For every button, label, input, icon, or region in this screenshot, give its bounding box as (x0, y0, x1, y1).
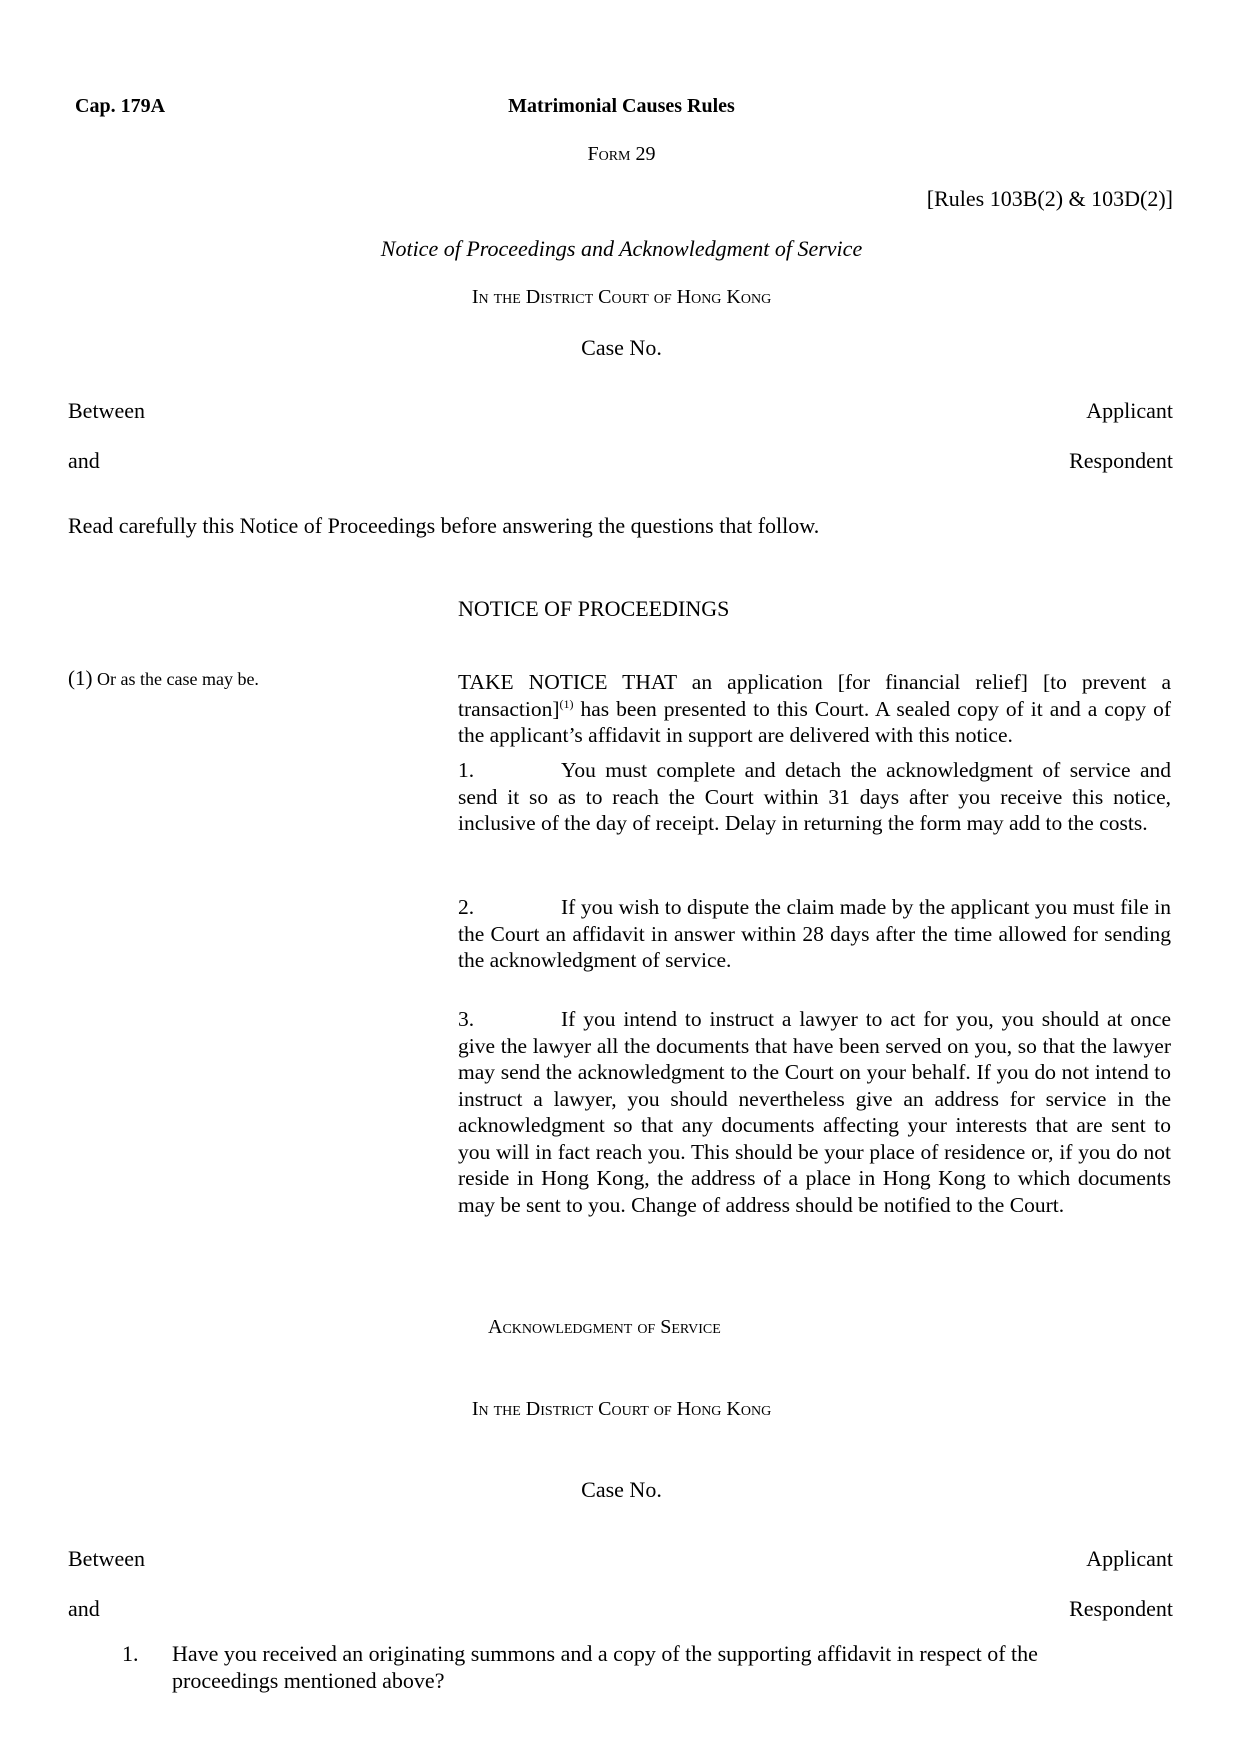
acknowledgment-heading: Acknowledgment of Service (488, 1316, 721, 1338)
notice-intro-text: TAKE NOTICE THAT an application [for financial relief] [to prevent a transaction] (458, 670, 1171, 721)
margin-note (68, 666, 259, 691)
notice-item-text: If you intend to instruct a lawyer to act for you, you should at once give the lawyer all the documents that have been served on you, so that the lawyer may send the acknowledgment to the Court on your behalf. If you do not intend to instruct a lawyer, you should nevertheless give an address for service in the acknowledgment so that any documents affecting your interests that are sent to you will in fact reach you. This should be your place of residence or, if you do not reside in Hong Kong, the address of a place in Hong Kong to which documents may be sent to you. Change of address should be notified to the Court. (458, 1007, 1171, 1217)
and-label-2: and (68, 1596, 100, 1621)
notice-item-number: 2. (458, 895, 475, 919)
notice-intro-paragraph (458, 669, 1171, 749)
form-heading: Notice of Proceedings and Acknowledgment of Service (380, 236, 863, 261)
respondent-label: Respondent (1069, 448, 1173, 473)
question-number: 1. (122, 1641, 139, 1666)
case-number-label: Case No. (581, 335, 662, 360)
and-label: and (68, 448, 100, 473)
between-label-2: Between (68, 1546, 145, 1571)
notice-item-1 (458, 757, 1171, 837)
court-name: In the District Court of Hong Kong (471, 286, 772, 308)
instruction-text: Read carefully this Notice of Proceedings before answering the questions that follow. (68, 513, 820, 538)
form-number: Form 29 (587, 143, 656, 165)
document-title: Matrimonial Causes Rules (508, 95, 735, 117)
margin-note-marker: (1) (68, 666, 93, 690)
notice-item-text: You must complete and detach the acknowledgment of service and send it so as to reach the Court within 31 days after you receive this notice, inclusive of the day of receipt. Delay in returning the form may add to the costs. (458, 758, 1171, 835)
footnote-marker: (1) (559, 696, 574, 711)
notice-item-number: 3. (458, 1007, 475, 1031)
notice-item-text: If you wish to dispute the claim made by the applicant you must file in the Court an affidavit in answer within 28 days after the time allowed for sending the acknowledgment of service. (458, 895, 1171, 972)
notice-item-number: 1. (458, 758, 475, 782)
notice-heading: NOTICE OF PROCEEDINGS (458, 596, 730, 621)
acknowledgment-case-number-label: Case No. (581, 1477, 662, 1502)
rules-reference: [Rules 103B(2) & 103D(2)] (926, 186, 1173, 211)
between-label: Between (68, 398, 145, 423)
applicant-label-2: Applicant (1086, 1546, 1173, 1571)
acknowledgment-court-name: In the District Court of Hong Kong (471, 1398, 772, 1420)
notice-item-3 (458, 1006, 1171, 1218)
question-text: Have you received an originating summons and a copy of the supporting affidavit in respect of the proceedings mentioned above? (172, 1641, 1038, 1693)
respondent-label-2: Respondent (1069, 1596, 1173, 1621)
notice-item-2 (458, 894, 1171, 974)
chapter-label: Cap. 179A (75, 95, 166, 117)
notice-intro-text-cont: has been presented to this Court. A sealed copy of it and a copy of the applicant’s affidavit in support are delivered with this notice. (458, 696, 1171, 747)
margin-note-text: Or as the case may be. (92, 669, 259, 689)
applicant-label: Applicant (1086, 398, 1173, 423)
